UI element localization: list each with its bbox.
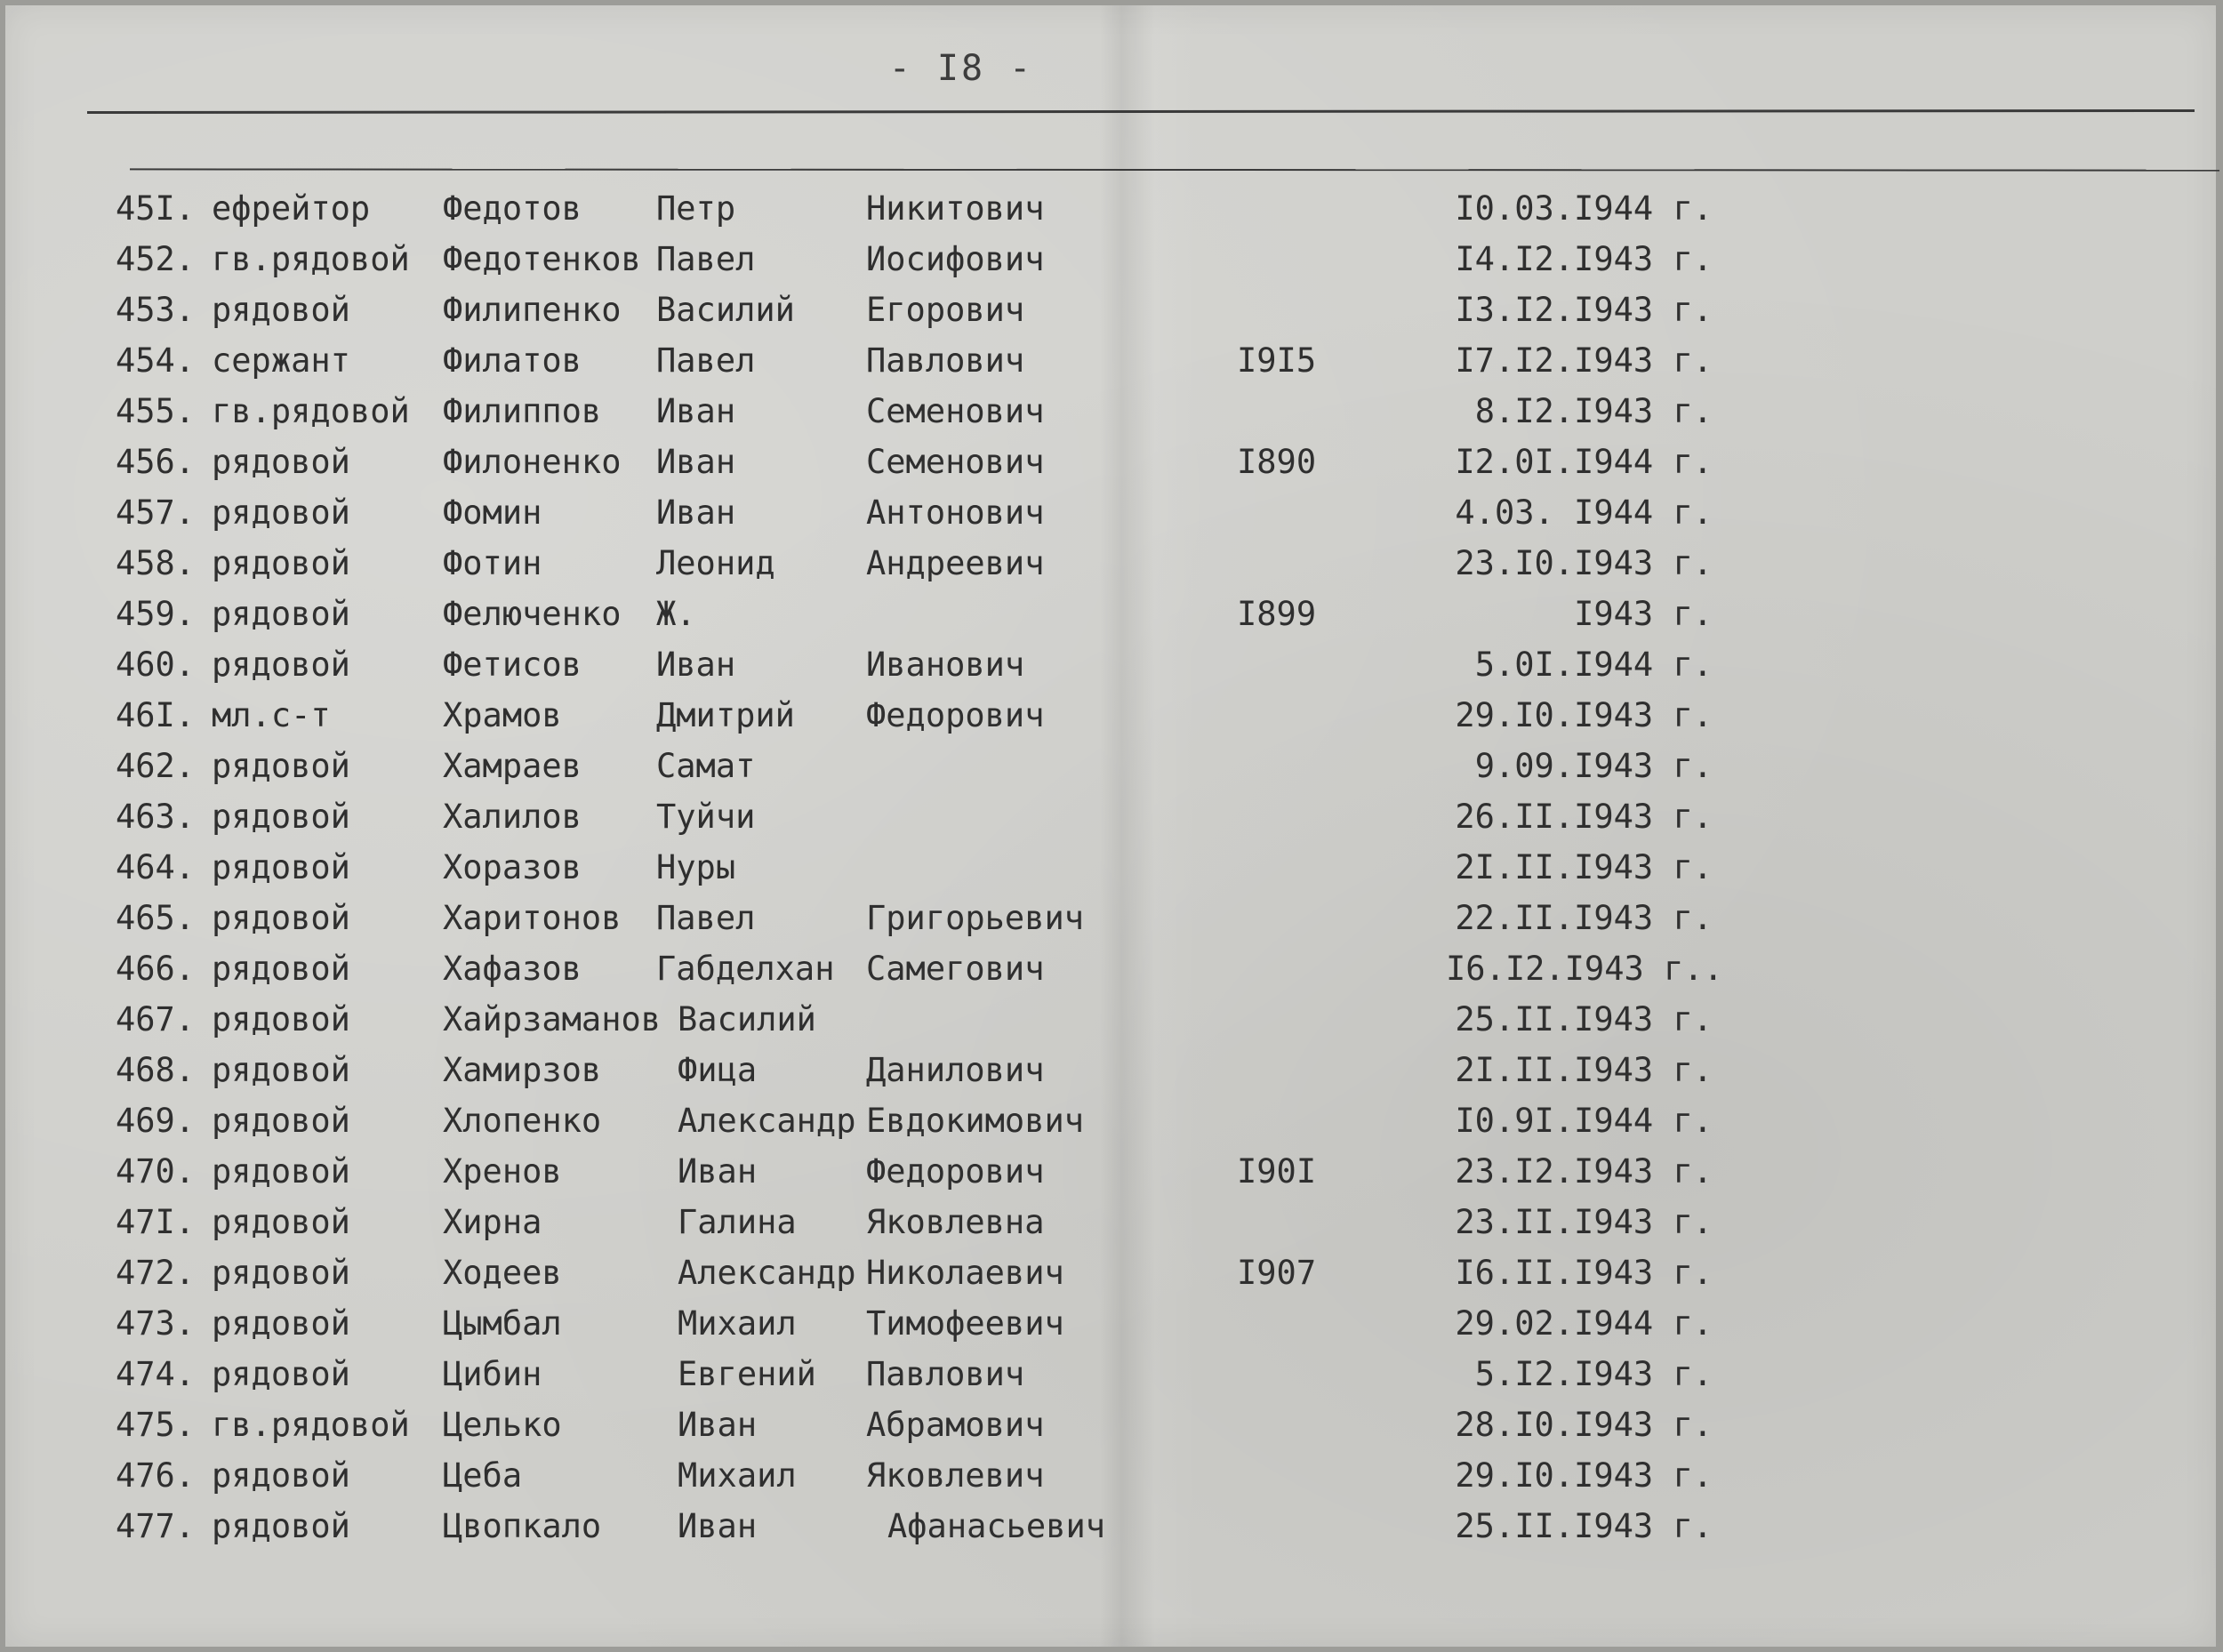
record-rank: рядовой [212,291,350,329]
table-row [5,846,2219,896]
record-surname: Хафазов [443,950,582,988]
record-rank: гв.рядовой [212,240,410,278]
record-date: I0.03.I944 г. [1455,189,1713,228]
record-rank: рядовой [212,1102,350,1140]
record-surname: Фелюченко [443,595,622,633]
record-date: 5.0I.I944 г. [1474,646,1713,684]
record-patronymic: Евдокимович [866,1102,1085,1140]
record-surname: Федотов [443,189,582,228]
record-rank: сержант [212,341,350,380]
record-first-name: Габделхан [656,950,835,988]
record-surname: Фомин [443,493,542,532]
record-rank: гв.рядовой [212,392,410,430]
record-date: I6.II.I943 г. [1455,1254,1713,1292]
record-number: 459. [116,595,196,633]
record-first-name: Леонид [656,544,775,582]
table-row [5,592,2219,643]
record-rank: рядовой [212,1355,350,1393]
record-date: 4.03. I944 г. [1455,493,1713,532]
record-rank: рядовой [212,899,350,937]
record-first-name: Ж. [656,595,696,633]
table-row [5,237,2219,288]
record-surname: Филипенко [443,291,622,329]
record-patronymic: Андреевич [866,544,1045,582]
record-surname: Цымбал [443,1304,562,1343]
record-rank: ефрейтор [212,189,371,228]
record-rank: рядовой [212,798,350,836]
record-number: 468. [116,1051,196,1089]
record-first-name: Василий [678,1000,816,1039]
record-first-name: Дмитрий [656,696,795,734]
record-number: 46I. [116,696,196,734]
record-rank: рядовой [212,1152,350,1191]
record-surname: Целько [443,1406,562,1444]
table-row [5,1150,2219,1200]
record-number: 472. [116,1254,196,1292]
record-date: 9.09.I943 г. [1474,747,1713,785]
record-date: 25.II.I943 г. [1455,1507,1713,1545]
record-first-name: Иван [678,1507,758,1545]
page-number: - I8 - [888,48,1034,89]
table-row [5,694,2219,744]
record-patronymic: Павлович [866,1355,1025,1393]
record-number: 465. [116,899,196,937]
record-first-name: Павел [656,899,756,937]
table-row [5,795,2219,846]
record-date: I2.0I.I944 г. [1455,443,1713,481]
record-rank: рядовой [212,1456,350,1495]
record-date: 26.II.I943 г. [1455,798,1713,836]
table-row [5,187,2219,237]
record-first-name: Нуры [656,848,736,886]
table-row [5,1504,2219,1555]
record-number: 453. [116,291,196,329]
record-rank: рядовой [212,1304,350,1343]
record-first-name: Павел [656,341,756,380]
record-rank: рядовой [212,848,350,886]
record-surname: Фотин [443,544,542,582]
record-first-name: Павел [656,240,756,278]
record-first-name: Галина [678,1203,797,1241]
record-first-name: Иван [656,392,736,430]
record-first-name: Иван [656,646,736,684]
table-row [5,1251,2219,1302]
record-number: 452. [116,240,196,278]
record-patronymic: Семенович [866,392,1045,430]
record-date: 29.I0.I943 г. [1455,1456,1713,1495]
record-birth-year: I90I [1237,1152,1317,1191]
record-surname: Хайрзаманов [443,1000,662,1039]
record-rank: рядовой [212,747,350,785]
table-row [5,1048,2219,1099]
record-number: 460. [116,646,196,684]
record-surname: Федотенков [443,240,641,278]
record-first-name: Иван [656,443,736,481]
record-rank: рядовой [212,443,350,481]
record-patronymic: Тимофеевич [866,1304,1064,1343]
record-birth-year: I899 [1237,595,1317,633]
record-number: 462. [116,747,196,785]
record-surname: Цеба [443,1456,523,1495]
record-patronymic: Семенович [866,443,1045,481]
record-surname: Хоразов [443,848,582,886]
table-row [5,998,2219,1048]
record-date: 25.II.I943 г. [1455,1000,1713,1039]
record-rank: рядовой [212,1000,350,1039]
record-patronymic: Афанасьевич [887,1507,1106,1545]
record-patronymic: Иванович [866,646,1025,684]
record-number: 470. [116,1152,196,1191]
document-page [5,5,2216,1647]
record-date: 28.I0.I943 г. [1455,1406,1713,1444]
record-patronymic: Абрамович [866,1406,1045,1444]
record-date: I7.I2.I943 г. [1455,341,1713,380]
record-number: 47I. [116,1203,196,1241]
record-surname: Цвопкало [443,1507,602,1545]
record-surname: Филиппов [443,392,602,430]
record-number: 457. [116,493,196,532]
record-birth-year: I907 [1237,1254,1317,1292]
record-date: 23.I0.I943 г. [1455,544,1713,582]
record-date: 2I.II.I943 г. [1455,1051,1713,1089]
record-first-name: Александр [678,1102,856,1140]
record-date: 8.I2.I943 г. [1474,392,1713,430]
record-patronymic: Данилович [866,1051,1045,1089]
record-number: 454. [116,341,196,380]
record-date: 5.I2.I943 г. [1474,1355,1713,1393]
table-row [5,1302,2219,1352]
table-row [5,1403,2219,1454]
record-date: I6.I2.I943 г.. [1446,950,1723,988]
record-first-name: Иван [678,1406,758,1444]
record-patronymic: Самегович [866,950,1045,988]
record-first-name: Михаил [678,1304,797,1343]
table-row [5,1200,2219,1251]
record-patronymic: Федорович [866,696,1045,734]
record-date: I943 г. [1574,595,1713,633]
record-number: 469. [116,1102,196,1140]
table-row [5,1099,2219,1150]
record-surname: Хамраев [443,747,582,785]
record-surname: Хренов [443,1152,562,1191]
record-first-name: Петр [656,189,736,228]
record-surname: Хирна [443,1203,542,1241]
record-number: 477. [116,1507,196,1545]
table-row [5,339,2219,389]
record-first-name: Иван [678,1152,758,1191]
record-first-name: Михаил [678,1456,797,1495]
record-rank: мл.с-т [212,696,331,734]
record-number: 458. [116,544,196,582]
record-date: I0.9I.I944 г. [1455,1102,1713,1140]
record-rank: рядовой [212,493,350,532]
record-first-name: Александр [678,1254,856,1292]
record-date: 23.I2.I943 г. [1455,1152,1713,1191]
record-surname: Харитонов [443,899,622,937]
record-patronymic: Яковлевич [866,1456,1045,1495]
record-number: 466. [116,950,196,988]
record-number: 464. [116,848,196,886]
record-first-name: Иван [656,493,736,532]
record-patronymic: Антонович [866,493,1045,532]
record-surname: Хамирзов [443,1051,602,1089]
table-row [5,541,2219,592]
record-patronymic: Иосифович [866,240,1045,278]
record-number: 45I. [116,189,196,228]
table-row [5,491,2219,541]
record-number: 467. [116,1000,196,1039]
record-number: 473. [116,1304,196,1343]
table-row [5,947,2219,998]
record-surname: Фетисов [443,646,582,684]
record-rank: рядовой [212,950,350,988]
record-date: 22.II.I943 г. [1455,899,1713,937]
record-birth-year: I9I5 [1237,341,1317,380]
record-rank: рядовой [212,1203,350,1241]
record-patronymic: Никитович [866,189,1045,228]
record-number: 476. [116,1456,196,1495]
table-row [5,389,2219,440]
records-list [5,187,2219,1555]
record-date: I4.I2.I943 г. [1455,240,1713,278]
record-surname: Цибин [443,1355,542,1393]
record-rank: рядовой [212,544,350,582]
table-row [5,1352,2219,1403]
record-date: 29.02.I944 г. [1455,1304,1713,1343]
record-rank: рядовой [212,595,350,633]
record-first-name: Фица [678,1051,758,1089]
record-surname: Халилов [443,798,582,836]
record-number: 455. [116,392,196,430]
record-surname: Хлопенко [443,1102,602,1140]
table-row [5,440,2219,491]
record-surname: Храмов [443,696,562,734]
record-surname: Филоненко [443,443,622,481]
header-rule-top [87,109,2195,114]
record-patronymic: Павлович [866,341,1025,380]
record-date: 23.II.I943 г. [1455,1203,1713,1241]
record-number: 463. [116,798,196,836]
record-first-name: Самат [656,747,756,785]
record-patronymic: Григорьевич [866,899,1085,937]
record-surname: Ходеев [443,1254,562,1292]
record-number: 456. [116,443,196,481]
record-rank: рядовой [212,646,350,684]
table-row [5,896,2219,947]
record-rank: гв.рядовой [212,1406,410,1444]
record-birth-year: I890 [1237,443,1317,481]
table-row [5,643,2219,694]
table-row [5,288,2219,339]
record-first-name: Евгений [678,1355,816,1393]
record-rank: рядовой [212,1051,350,1089]
record-number: 475. [116,1406,196,1444]
record-first-name: Туйчи [656,798,756,836]
record-date: 29.I0.I943 г. [1455,696,1713,734]
record-patronymic: Егорович [866,291,1025,329]
record-first-name: Василий [656,291,795,329]
table-row [5,744,2219,795]
table-row [5,1454,2219,1504]
record-patronymic: Яковлевна [866,1203,1045,1241]
record-rank: рядовой [212,1507,350,1545]
record-date: I3.I2.I943 г. [1455,291,1713,329]
header-rule-bottom [130,168,2219,171]
record-date: 2I.II.I943 г. [1455,848,1713,886]
record-patronymic: Николаевич [866,1254,1064,1292]
record-patronymic: Федорович [866,1152,1045,1191]
record-number: 474. [116,1355,196,1393]
record-surname: Филатов [443,341,582,380]
record-rank: рядовой [212,1254,350,1292]
